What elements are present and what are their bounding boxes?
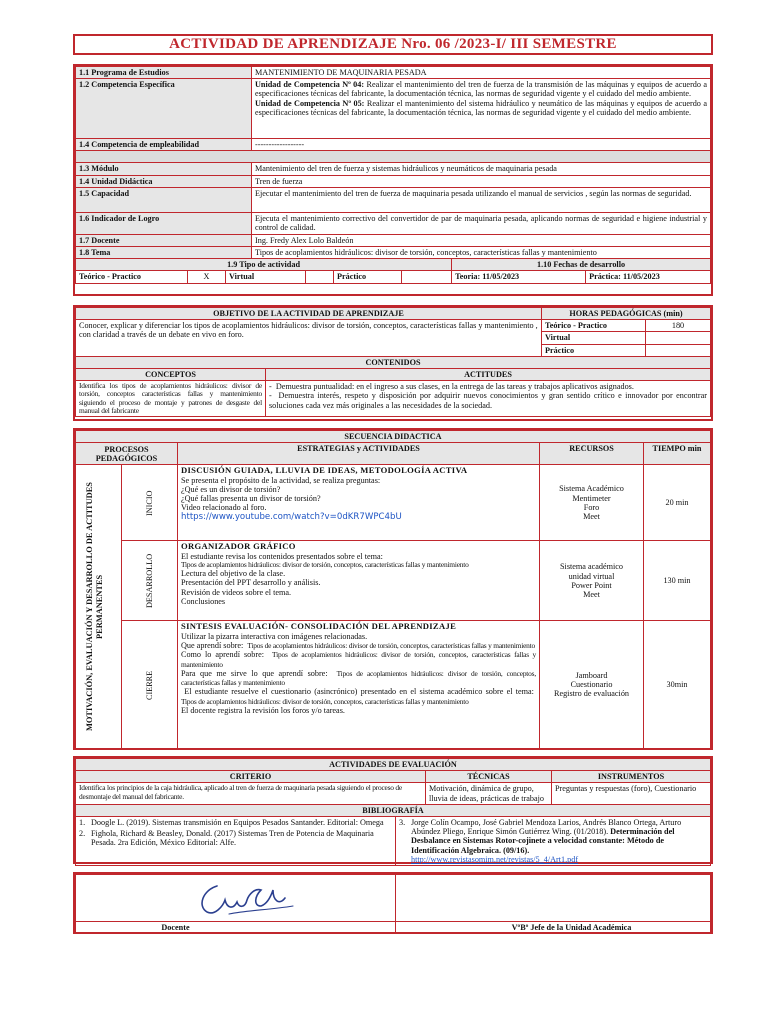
firmas-table <box>75 874 711 934</box>
desarrollo-tiempo: 130 min <box>644 541 711 621</box>
desarrollo-recursos: Sistema académico unidad virtual Power Point Meet <box>540 541 644 621</box>
contenidos-head: CONTENIDOS <box>76 356 711 368</box>
actitudes-list <box>266 381 711 417</box>
inicio-content <box>178 465 540 541</box>
col-tiempo: TIEMPO min <box>644 443 711 465</box>
cierre-q1: Que aprendí sobre: Tipos de acoplamientos hidráulicos: divisor de torsión, conceptos, características fallas y mantenimiento <box>181 641 536 650</box>
horas-head: HORAS PEDAGÓGICAS (min) <box>542 308 711 320</box>
cierre-intro: Utilizar la pizarra interactiva con imágenes relacionadas. <box>181 631 368 641</box>
objetivo-section <box>73 305 713 421</box>
objetivo-table <box>75 307 711 357</box>
inicio-line: Se presenta el propósito de la actividad, se realiza preguntas: <box>181 475 381 485</box>
phase-cierre: CIERRE <box>144 670 154 700</box>
competencia-label: 1.2 Competencia Específica <box>76 79 252 139</box>
general-info-section <box>73 64 713 296</box>
secuencia-head: SECUENCIA DIDACTICA <box>76 431 711 443</box>
actitud-item: - Demuestra puntualidad: en el ingreso a sus clases, en la entrega de las tareas y trabajos aplicativos asignados. <box>269 382 634 392</box>
inicio-recursos: Sistema Académico Mentimeter Foro Meet <box>540 465 644 541</box>
bib-item-3: 3. Jorge Colín Ocampo, José Gabriel Mendoza Larios, Andrés Blanco Ortega, Arturo Abúndez Pliego, Enrique Simón Gutiérrez Wing. (01/2018). Determinación del Desbalance en Sistemas Rotor-cojinete a velocidad constante: Método de Identificación Algebraica. (09/16). http://www.revistasomim.net/revistas/5_4/Art1.pdf <box>399 817 682 864</box>
cierre-content <box>178 621 540 749</box>
col-estrategias: ESTRATEGIAS y ACTIVIDADES <box>178 443 540 465</box>
competencia-value <box>252 79 711 139</box>
phase-desarrollo: DESARROLLO <box>144 553 154 608</box>
tema-label: 1.8 Tema <box>76 246 252 258</box>
evaluacion-section <box>73 756 713 864</box>
comp1-text: Realizar el mantenimiento del tren de fuerza de la transmisión de las máquinas y equipos de acuerdo a especificaciones técnicas del fabricante, la documentación técnica, las normas de seguridad vigente y el cuidado del medio ambiente. <box>255 80 707 99</box>
desarrollo-line: Conclusiones <box>181 596 226 606</box>
evaluacion-head: ACTIVIDADES DE EVALUACIÓN <box>76 759 711 771</box>
general-info-table <box>75 66 711 259</box>
col-procesos: PROCESOS PEDAGÓGICOS <box>76 443 178 465</box>
phase-desarrollo-cell <box>122 541 178 621</box>
bib-link[interactable]: http://www.revistasomim.net/revistas/5_4/Art1.pdf <box>411 854 579 864</box>
phase-cierre-cell <box>122 621 178 749</box>
actitudes-head: ACTITUDES <box>266 368 711 380</box>
teorico-label: Teórico - Practico <box>76 271 188 283</box>
tecnicas-text: Motivación, dinámica de grupo, lluvia de ideas, prácticas de trabajo <box>426 783 552 804</box>
bib-item: 2. Fighola, Richard & Beasley, Donald. (2017) Sistemas Tren de Potencia de Maquinaria Pesada. 2ra Edición, México Editorial: Alfe. <box>79 829 374 848</box>
cierre-q2: Como lo aprendí sobre: Tipos de acoplamientos hidráulicos: divisor de torsión, conceptos, características fallas y mantenimiento <box>181 650 536 669</box>
desarrollo-line: Lectura del objetivo de la clase. <box>181 569 286 579</box>
teoria-fecha: Teoria: 11/05/2023 <box>452 271 586 283</box>
vertical-label: MOTIVACIÓN, EVALUACIÓN Y DESARROLLO DE ACTITUDES PERMANENTES <box>84 482 104 732</box>
virtual-label: Virtual <box>226 271 306 283</box>
indicador-value: Ejecuta el mantenimiento correctivo del convertidor de par de maquinaria pesada, aplicando normas de seguridad e higiene industrial y control de calidad. <box>252 212 711 234</box>
contenidos-table <box>75 356 711 418</box>
desarrollo-line: El estudiante revisa los contenidos presentados sobre el tema: <box>181 551 383 561</box>
inicio-title: DISCUSIÓN GUIADA, LLUVIA DE IDEAS, METODOLOGÍA ACTIVA <box>181 465 468 476</box>
criterio-head: CRITERIO <box>76 771 426 783</box>
bib-left <box>76 816 396 865</box>
cierre-title: SINTESIS EVALUACIÓN- CONSOLIDACIÓN DEL APRENDIZAJE <box>181 621 457 632</box>
modulo-value: Mantenimiento del tren de fuerza y sistemas hidráulicos y neumáticos de maquinaria pesada <box>252 163 711 175</box>
page-title: ACTIVIDAD DE APRENDIZAJE Nro. 06 /2023-I/ III SEMESTRE <box>73 34 713 55</box>
capacidad-value: Ejecutar el mantenimiento del tren de fuerza de maquinaria pesada utilizando el manual de servicios , según las normas de seguridad. <box>252 187 711 212</box>
conceptos-text: Identifica los tipos de acoplamientos hidráulicos: divisor de torsión, conceptos características fallas y mantenimiento siguiendo el proceso de montaje y patrones de desgaste del manual del fabricante <box>76 381 266 417</box>
horas-label-0: Teórico - Practico <box>542 320 646 332</box>
criterio-text: Identifica los principios de la caja hidráulica, aplicado al tren de fuerza de maquinaria pesada siguiendo el proceso de desmontaje del manual del fabricante. <box>76 783 426 804</box>
bib-item: 1. Doogle L. (2019). Sistemas transmisión en Equipos Pesados Santander. Editorial: Omega <box>79 817 384 827</box>
signature-jefe-cell <box>396 875 711 922</box>
practica-fecha: Práctica: 11/05/2023 <box>586 271 711 283</box>
practico-label: Práctico <box>334 271 402 283</box>
inicio-line: ¿Qué fallas presenta un divisor de torsión? <box>181 494 321 504</box>
fechas-head: 1.10 Fechas de desarrollo <box>452 259 711 271</box>
desarrollo-line: Presentación del PPT desarrollo y análisis. <box>181 578 321 588</box>
desarrollo-topic: Tipos de acoplamientos hidráulicos: divisor de torsión, conceptos, características fallas y mantenimiento <box>181 560 469 569</box>
comp1-head: Unidad de Competencia Nº 04: <box>255 80 365 90</box>
phase-inicio: INICIO <box>144 489 154 516</box>
cierre-tiempo: 30min <box>644 621 711 749</box>
virtual-mark <box>306 271 334 283</box>
objetivo-text: Conocer, explicar y diferenciar los tipos de acoplamientos hidráulicos: divisor de torsión, conceptos, características fallas y mantenimiento , con claridad a través de un debate en vivo en foro. <box>76 320 542 357</box>
instrumentos-text: Preguntas y respuestas (foro), Cuestionario <box>552 783 711 804</box>
modulo-label: 1.3 Módulo <box>76 163 252 175</box>
cierre-cuestionario: El estudiante resuelve el cuestionario (asincrónico) presentado en el sistema académico sobre el tema: Tipos de acoplamientos hidráulicos: divisor de torsión, conceptos, características fallas y mantenimiento <box>181 687 534 706</box>
inicio-line: ¿Qué es un divisor de torsión? <box>181 485 281 494</box>
comp2-text: Realizar el mantenimiento del sistema hidráulico y neumático de las máquinas y equipos de acuerdo a especificaciones técnicas del fabricante, la documentación técnica, las normas de seguridad vigente y el cuidado del medio ambiente. <box>255 98 707 117</box>
programa-value: MANTENIMIENTO DE MAQUINARIA PESADA <box>252 67 711 79</box>
desarrollo-line: Revisión de videos sobre el tema. <box>181 587 292 597</box>
instrumentos-head: INSTRUMENTOS <box>552 771 711 783</box>
cierre-q3: Para que me sirve lo que aprendí sobre: Tipos de acoplamientos hidráulicos: divisor de torsión, conceptos, características fallas y mantenimiento <box>181 668 536 688</box>
firmas-section <box>73 872 713 934</box>
bib-right <box>396 816 711 865</box>
col-recursos: RECURSOS <box>540 443 644 465</box>
horas-value-0: 180 <box>646 320 711 332</box>
unidad-value: Tren de fuerza <box>252 175 711 187</box>
vertical-label-cell <box>76 465 122 749</box>
conceptos-head: CONCEPTOS <box>76 368 266 380</box>
inicio-tiempo: 20 min <box>644 465 711 541</box>
programa-label: 1.1 Programa de Estudios <box>76 67 252 79</box>
tecnicas-head: TÉCNICAS <box>426 771 552 783</box>
horas-value-2 <box>646 344 711 356</box>
desarrollo-title: ORGANIZADOR GRÁFICO <box>181 541 296 552</box>
activity-type-table <box>75 258 711 283</box>
secuencia-table <box>75 430 711 749</box>
evaluacion-table <box>75 758 711 817</box>
cierre-recursos: Jamboard Cuestionario Registro de evaluación <box>540 621 644 749</box>
jefe-caption: VºBº Jefe de la Unidad Académica <box>396 922 711 934</box>
horas-label-1: Virtual <box>542 332 646 344</box>
practico-mark <box>402 271 452 283</box>
indicador-label: 1.6 Indicador de Logro <box>76 212 252 234</box>
desarrollo-content <box>178 541 540 621</box>
tema-value: Tipos de acoplamientos hidráulicos: divisor de torsión, conceptos, características fallas y mantenimiento <box>252 246 711 258</box>
empleabilidad-label: 1.4 Competencia de empleabilidad <box>76 139 252 151</box>
horas-label-2: Práctico <box>542 344 646 356</box>
signature-docente-cell <box>76 875 396 922</box>
cierre-final: El docente registra la revisión los foros y/o tareas. <box>181 705 345 715</box>
bibliografia-table <box>75 816 711 866</box>
docente-signature <box>189 876 309 920</box>
horas-value-1 <box>646 332 711 344</box>
unidad-label: 1.4 Unidad Didáctica <box>76 175 252 187</box>
teorico-mark: X <box>188 271 226 283</box>
empleabilidad-value: ------------------ <box>252 139 711 151</box>
secuencia-section <box>73 428 713 750</box>
docente-label: 1.7 Docente <box>76 234 252 246</box>
docente-caption: Docente <box>76 922 396 934</box>
separator <box>76 151 711 163</box>
bibliografia-head: BIBLIOGRAFÍA <box>76 804 711 816</box>
actitud-item: - Demuestra interés, respeto y disposición por adquirir nuevos conocimientos y gran sentido crítico e innovador por encontrar soluciones cada vez más originales a las necesidades de la sociedad. <box>269 391 708 410</box>
tipo-actividad-head: 1.9 Tipo de actividad <box>76 259 452 271</box>
inicio-line: Video relacionado al foro. <box>181 503 267 513</box>
capacidad-label: 1.5 Capacidad <box>76 187 252 212</box>
comp2-head: Unidad de Competencia Nº 05: <box>255 98 365 108</box>
phase-inicio-cell <box>122 465 178 541</box>
docente-value: Ing. Fredy Alex Lolo Baldeón <box>252 234 711 246</box>
objetivo-head: OBJETIVO DE LA ACTIVIDAD DE APRENDIZAJE <box>76 308 542 320</box>
youtube-link[interactable]: https://www.youtube.com/watch?v=0dKR7WPC4bU <box>181 511 402 522</box>
